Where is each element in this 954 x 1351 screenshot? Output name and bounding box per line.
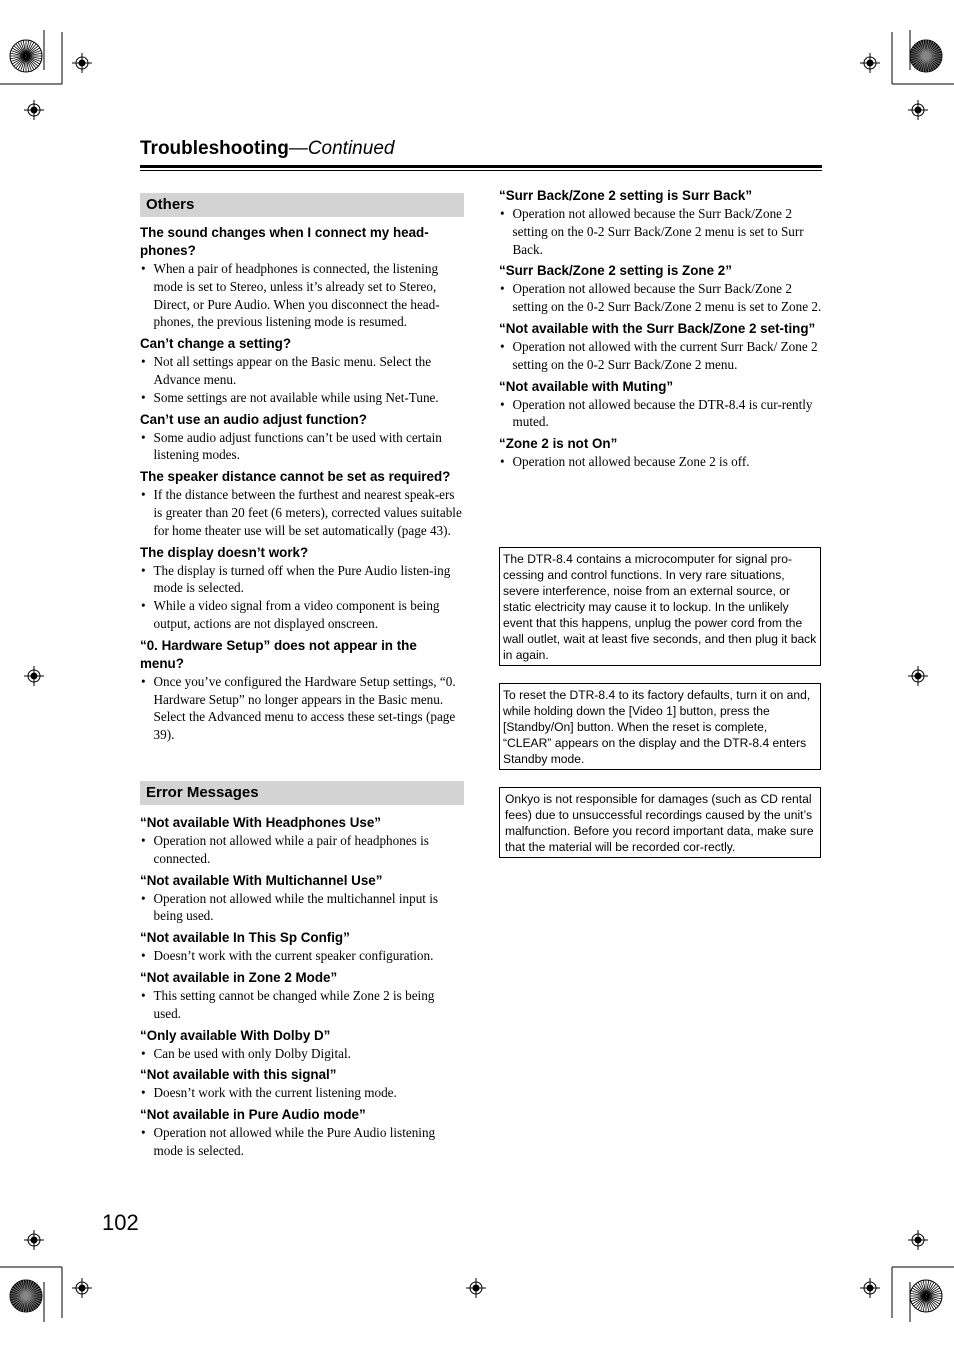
answer-list bbox=[499, 280, 823, 316]
answer-item: • Doesn’t work with the current listening mode. bbox=[140, 1084, 464, 1102]
answer-list bbox=[140, 1124, 464, 1160]
question-heading: “Surr Back/Zone 2 setting is Surr Back” bbox=[499, 188, 753, 203]
question-heading: “Not available With Headphones Use” bbox=[140, 814, 381, 830]
qa-item bbox=[140, 929, 464, 965]
answer-list bbox=[140, 1045, 464, 1063]
answer-item: • Operation not allowed because the Surr Back/Zone 2 setting on the 0-2 Surr Back/Zone 2 menu is set to Zone 2. bbox=[499, 280, 823, 316]
question-heading: The speaker distance cannot be set as required? bbox=[140, 469, 451, 485]
note-box-microcomputer: The DTR-8.4 contains a microcomputer for signal pro-cessing and control functions. In very rare situations, severe interference, noise from an external source, or static electricity may cause it to lockup. In the unlikely event that this happens, unplug the power cord from the wall outlet, wait at least five seconds, and then plug it back in again. bbox=[499, 547, 821, 666]
answer-item: • Operation not allowed because Zone 2 is off. bbox=[499, 453, 823, 471]
crosshair-mark bbox=[867, 60, 873, 66]
crosshair-mark bbox=[867, 1285, 873, 1291]
answer-list bbox=[499, 453, 823, 471]
crosshair-mark bbox=[915, 1237, 921, 1243]
answer-list bbox=[140, 673, 464, 744]
left-column bbox=[140, 193, 464, 1164]
qa-item bbox=[499, 378, 823, 432]
qa-item bbox=[499, 262, 823, 316]
answer-item: • Once you’ve configured the Hardware Setup settings, “0. Hardware Setup” no longer appears in the Basic menu. Select the Advanced menu to access these set-tings (page 39). bbox=[140, 673, 464, 744]
crosshair-mark bbox=[79, 60, 85, 66]
answer-list bbox=[140, 486, 464, 539]
question-heading: “0. Hardware Setup” does not appear in the menu? bbox=[140, 637, 417, 671]
answer-list bbox=[140, 1084, 464, 1102]
header-title: Troubleshooting bbox=[140, 138, 289, 159]
crosshair-mark bbox=[915, 673, 921, 679]
error-messages-continued-list bbox=[499, 187, 823, 471]
qa-item bbox=[140, 969, 464, 1023]
answer-item: • Some settings are not available while using Net-Tune. bbox=[140, 389, 464, 407]
header-rule bbox=[140, 165, 822, 168]
error-messages-list bbox=[140, 814, 464, 1160]
answer-list bbox=[499, 396, 823, 432]
answer-item: • Can be used with only Dolby Digital. bbox=[140, 1045, 464, 1063]
answer-list bbox=[499, 205, 823, 258]
question-heading: “Not available in Pure Audio mode” bbox=[140, 1107, 366, 1123]
question-heading: “Not available with the Surr Back/Zone 2 set-ting” bbox=[499, 320, 816, 336]
answer-list bbox=[140, 947, 464, 965]
answer-list bbox=[140, 353, 464, 406]
qa-item bbox=[499, 187, 823, 258]
answer-item: • Operation not allowed with the current Surr Back/ Zone 2 setting on the 0-2 Surr Back/Zone 2 menu. bbox=[499, 338, 823, 374]
question-heading: “Not available with Muting” bbox=[499, 378, 674, 394]
answer-item: • This setting cannot be changed while Zone 2 is being used. bbox=[140, 987, 464, 1023]
crosshair-mark bbox=[79, 1285, 85, 1291]
answer-item: • Operation not allowed because the Surr Back/Zone 2 setting on the 0-2 Surr Back/Zone 2 menu is set to Surr Back. bbox=[499, 205, 823, 258]
answer-item: • Operation not allowed because the DTR-8.4 is cur-rently muted. bbox=[499, 396, 823, 432]
page-header bbox=[140, 138, 394, 160]
qa-item bbox=[140, 872, 464, 926]
answer-item: • Operation not allowed while the Pure Audio listening mode is selected. bbox=[140, 1124, 464, 1160]
note-box-disclaimer: Onkyo is not responsible for damages (such as CD rental fees) due to unsuccessful recordings caused by the unit’s malfunction. Before you record important data, make sure that the material will be recorded cor-rectly. bbox=[499, 787, 821, 858]
section-heading-error-messages: Error Messages bbox=[140, 781, 464, 805]
question-heading: Can’t change a setting? bbox=[140, 336, 292, 352]
answer-list bbox=[140, 890, 464, 926]
crosshair-mark bbox=[915, 107, 921, 113]
answer-item: • Some audio adjust functions can’t be used with certain listening modes. bbox=[140, 429, 464, 465]
question-heading: “Zone 2 is not On” bbox=[499, 436, 618, 452]
question-heading: “Not available with this signal” bbox=[140, 1067, 337, 1083]
question-heading: Can’t use an audio adjust function? bbox=[140, 411, 367, 427]
qa-item bbox=[140, 224, 464, 331]
qa-item bbox=[140, 468, 464, 539]
right-column bbox=[499, 187, 823, 475]
note-box-factory-reset: To reset the DTR-8.4 to its factory defaults, turn it on and, while holding down the [Video 1] button, press the [Standby/On] button. When the reset is complete, “CLEAR” appears on the display and the DTR-8.4 enters Standby mode. bbox=[499, 683, 821, 770]
answer-list bbox=[140, 987, 464, 1023]
answer-list bbox=[140, 260, 464, 331]
answer-item: • The display is turned off when the Pure Audio listen-ing mode is selected. bbox=[140, 562, 464, 598]
crosshair-mark bbox=[31, 673, 37, 679]
qa-item bbox=[499, 320, 823, 374]
answer-list bbox=[140, 429, 464, 465]
page-number: 102 bbox=[102, 1210, 139, 1235]
answer-item: • Not all settings appear on the Basic menu. Select the Advance menu. bbox=[140, 353, 464, 389]
qa-item bbox=[140, 1027, 464, 1063]
question-heading: “Not available in Zone 2 Mode” bbox=[140, 969, 338, 985]
answer-item: • While a video signal from a video component is being output, actions are not displayed onscreen. bbox=[140, 597, 464, 633]
answer-item: • If the distance between the furthest and nearest speak-ers is greater than 20 feet (6 meters), corrected values suitable for home theater use will be set automatically (page 43). bbox=[140, 486, 464, 539]
question-heading: “Not available In This Sp Config” bbox=[140, 930, 350, 946]
qa-item bbox=[140, 1106, 464, 1160]
question-heading: The display doesn’t work? bbox=[140, 544, 309, 560]
answer-list bbox=[140, 832, 464, 868]
others-list bbox=[140, 224, 464, 744]
crosshair-mark bbox=[31, 107, 37, 113]
answer-list bbox=[499, 338, 823, 374]
crosshair-mark bbox=[31, 1237, 37, 1243]
question-heading: “Only available With Dolby D” bbox=[140, 1027, 331, 1043]
qa-item bbox=[140, 637, 464, 744]
question-heading: “Surr Back/Zone 2 setting is Zone 2” bbox=[499, 263, 732, 279]
answer-item: • Operation not allowed while a pair of headphones is connected. bbox=[140, 832, 464, 868]
answer-list bbox=[140, 562, 464, 633]
qa-item bbox=[140, 814, 464, 868]
header-continued: —Continued bbox=[288, 138, 395, 159]
question-heading: “Not available With Multichannel Use” bbox=[140, 872, 383, 888]
qa-item bbox=[140, 411, 464, 465]
answer-item: • Doesn’t work with the current speaker configuration. bbox=[140, 947, 464, 965]
qa-item bbox=[140, 544, 464, 633]
section-heading-others: Others bbox=[140, 193, 464, 217]
crosshair-mark bbox=[473, 1285, 479, 1291]
answer-item: • When a pair of headphones is connected, the listening mode is set to Stereo, unless it’s already set to Stereo, Direct, or Pure Audio. When you disconnect the head-phones, the previous listening mode is resumed. bbox=[140, 260, 464, 331]
answer-item: • Operation not allowed while the multichannel input is being used. bbox=[140, 890, 464, 926]
qa-item bbox=[140, 1066, 464, 1102]
qa-item bbox=[140, 335, 464, 406]
header-rule-thin bbox=[140, 170, 822, 171]
qa-item bbox=[499, 435, 823, 471]
question-heading: The sound changes when I connect my head-phones? bbox=[140, 225, 429, 258]
